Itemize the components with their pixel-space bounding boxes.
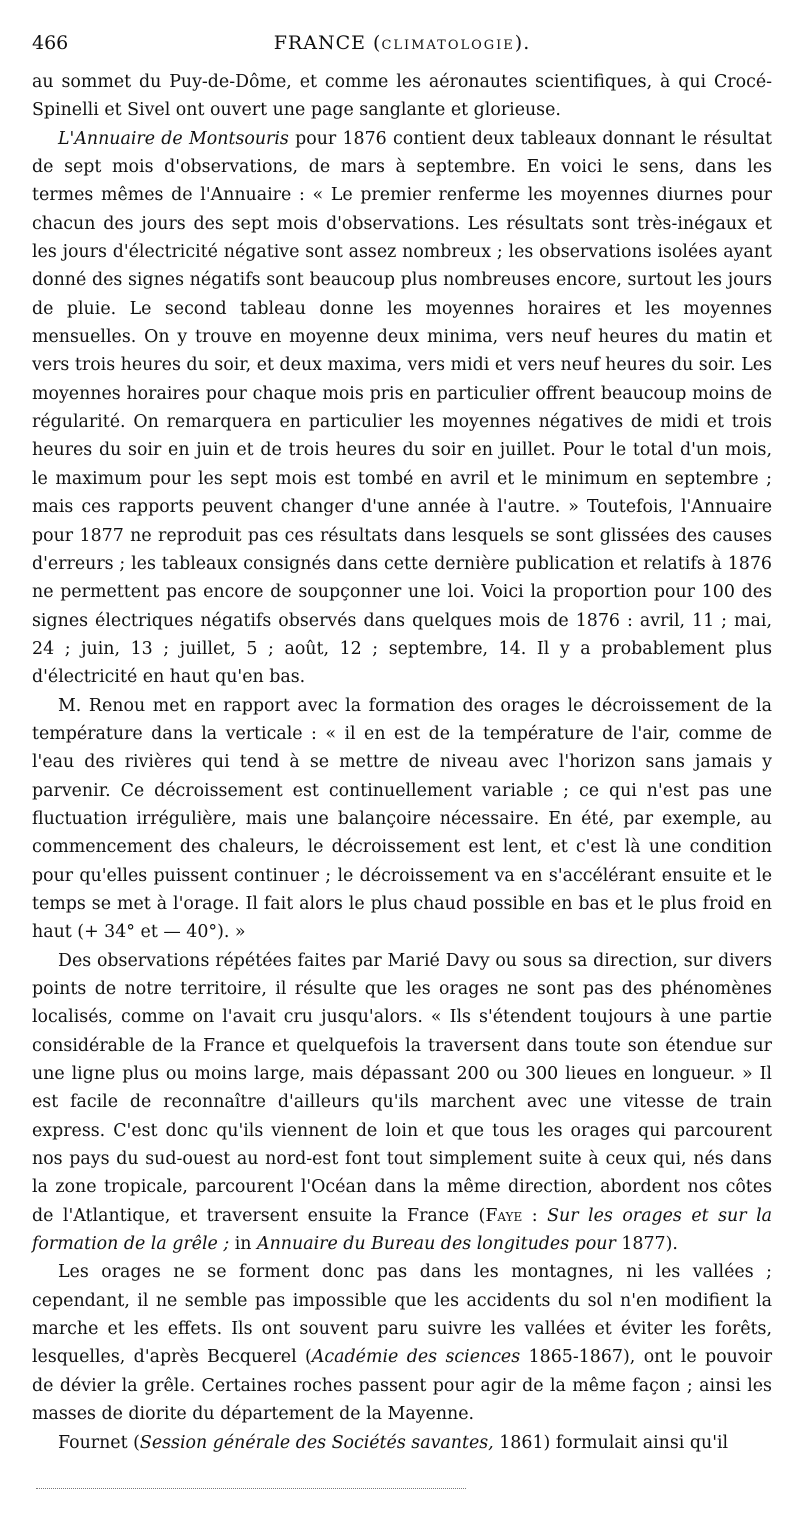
italic-title: Sur les orages et sur la formation de la grêle ; <box>32 1205 772 1255</box>
body-text <box>32 68 772 1457</box>
text-run: 1865-1867), ont le pouvoir de dévier la grêle. Certaines roches passent pour agir de la même façon ; ainsi les masses de diorite du département de la Mayenne. <box>32 1347 773 1425</box>
running-head-subtitle: CLIMATOLOGIE <box>381 38 515 53</box>
italic-title: Académie des sciences <box>311 1347 521 1368</box>
text-run: in <box>229 1234 258 1255</box>
paragraph <box>32 125 772 692</box>
author-name: Faye <box>485 1205 523 1226</box>
running-head-open-paren: ( <box>373 32 382 54</box>
running-head <box>32 28 772 61</box>
text-run: Les orages ne se forment donc pas dans les montagnes, ni les vallées ; cependant, il ne semble pas impossible que les accidents du sol n'en modifient la marche et les effets. Ils ont souvent paru suivre les vallées et éviter les forêts, lesquelles, d'après Becquerel ( <box>32 1262 772 1368</box>
paragraph <box>32 947 772 1259</box>
running-head-title: FRANCE <box>273 32 366 54</box>
text-run: 1861) formulait ainsi qu'il <box>493 1432 729 1453</box>
italic-title: L'Annuaire de Montsouris <box>58 128 289 149</box>
italic-title: Annuaire du Bureau des longitudes pour <box>257 1234 616 1255</box>
text-run: 1877). <box>615 1234 678 1255</box>
text-run: au sommet du Puy-de-Dôme, et comme les aéronautes scientifiques, à qui Crocé-Spinelli et Sivel ont ouvert une page sanglante et glorieuse. <box>32 72 772 121</box>
text-run: pour 1876 contient deux tableaux donnant le résultat de sept mois d'observations, de mars à septembre. En voici le sens, dans les termes mêmes de l'Annuaire : « Le premier renferme les moyennes diurnes pour chacun des jours des sept mois d'observations. Les résultats sont très-inégaux et les jours d'électricité négative sont assez nombreux ; les observations isolées ayant donné des signes négatifs sont beaucoup plus nombreuses encore, surtout les jours de pluie. Le second tableau donne les moyennes horaires et les moyennes mensuelles. On y trouve en moyenne deux minima, vers neuf heures du matin et vers trois heures du soir, et deux maxima, vers midi et vers neuf heures du soir. Les moyennes horaires pour chaque mois pris en particulier offrent beaucoup moins de régularité. On remarquera en particulier les moyennes négatives de midi et trois heures du soir en juin et de trois heures du soir en juillet. Pour le total d'un mois, le maximum pour les sept mois est tombé en avril et le minimum en septembre ; mais ces rapports peuvent changer d'une année à l'autre. » Toutefois, l'Annuaire pour 1877 ne reproduit pas ces résultats dans lesquels se sont glissées des causes d'erreurs ; les tableaux consignés dans cette dernière publication et relatifs à 1876 ne permettent pas encore de soupçonner une loi. Voici la proportion pour 100 des signes électriques négatifs observés dans quelques mois de 1876 : avril, 11 ; mai, 24 ; juin, 13 ; juillet, 5 ; août, 12 ; septembre, 14. Il y a probablement plus d'électricité en haut qu'en bas. <box>32 128 772 688</box>
text-run: Des observations répétées faites par Marié Davy ou sous sa direction, sur divers points de notre territoire, il résulte que les orages ne sont pas des phénomènes localisés, comme on l'avait cru jusqu'alors. « Ils s'étendent toujours à une partie considérable de la France et quelquefois la traversent dans toute son étendue sur une ligne plus ou moins large, mais dépassant 200 ou 300 lieues en longueur. » Il est facile de reconnaître d'ailleurs qu'ils marchent avec une vitesse de train express. C'est donc qu'ils viennent de loin et que tous les orages qui parcourent nos pays du sud-ouest au nord-est font tout simplement suite à ceux qui, nés dans la zone tropicale, parcourent l'Océan dans la même direction, abordent nos côtes de l'Atlantique, et traversent ensuite la France ( <box>32 950 772 1226</box>
book-page <box>32 28 772 1457</box>
page-number: 466 <box>32 32 69 54</box>
paragraph <box>32 68 772 125</box>
italic-title: Session générale des Sociétés savantes, <box>139 1432 494 1453</box>
running-head-close-paren: ). <box>514 32 531 54</box>
paragraph <box>32 692 772 947</box>
paragraph <box>32 1258 772 1428</box>
text-run: Fournet ( <box>58 1432 140 1453</box>
paragraph <box>32 1429 772 1457</box>
text-run: M. Renou met en rapport avec la formation des orages le décroissement de la température dans la verticale : « il en est de la température de l'air, comme de l'eau des rivières qui tend à se mettre de niveau avec l'horizon sans jamais y parvenir. Ce décroissement est continuellement variable ; ce qui n'est pas une fluctuation irrégulière, mais une balançoire nécessaire. En été, par exemple, au commencement des chaleurs, le décroissement est lent, et c'est là une condition pour qu'elles puissent continuer ; le décroissement va en s'accélérant ensuite et le temps se met à l'orage. Il fait alors le plus chaud possible en bas et le plus froid en haut (+ 34° et — 40°). » <box>32 695 772 943</box>
footer-rule <box>36 1488 466 1489</box>
text-run: : <box>522 1205 548 1226</box>
page-header <box>32 28 772 58</box>
